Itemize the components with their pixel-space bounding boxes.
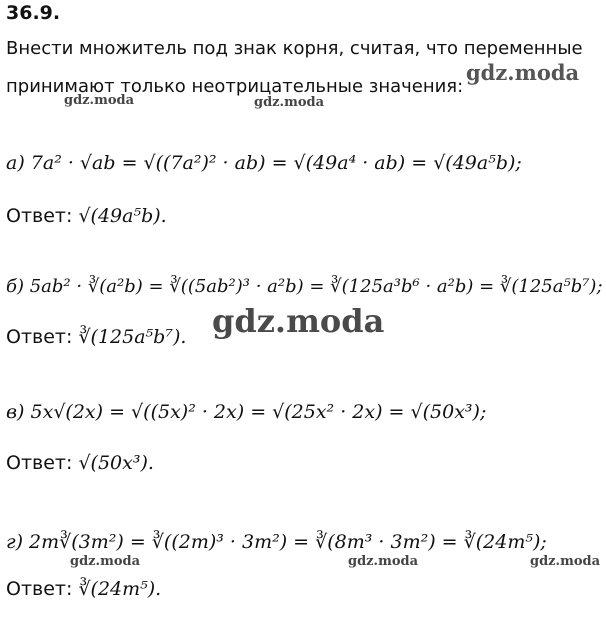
answer-value: ∛(24m⁵).: [78, 578, 162, 600]
watermark: gdz.moda: [212, 302, 385, 340]
solution-d-expression: г) 2m∛(3m²) = ∛((2m)³ · 3m²) = ∛(8m³ · 3m²) = ∛(24m⁵);: [6, 531, 547, 553]
answer-d: [6, 578, 161, 600]
answer-value: ∛(125a⁵b⁷).: [78, 326, 187, 348]
solution-c-expression: в) 5x√(2x) = √((5x)² · 2x) = √(25x² · 2x) = √(50x³);: [6, 401, 487, 423]
answer-label: Ответ:: [6, 326, 73, 348]
solution-b-expression: б) 5ab² · ∛(a²b) = ∛((5ab²)³ · a²b) = ∛(125a³b⁶ · a²b) = ∛(125a⁵b⁷);: [6, 276, 603, 297]
answer-label: Ответ:: [6, 452, 73, 474]
answer-a: [6, 205, 167, 227]
answer-value: √(49a⁵b).: [78, 205, 167, 227]
answer-c: [6, 452, 154, 474]
task-statement-line-1: Внести множитель под знак корня, считая, что переменные: [6, 38, 583, 59]
watermark: gdz.moda: [530, 554, 601, 569]
answer-label: Ответ:: [6, 205, 73, 227]
exercise-number: 36.9.: [6, 2, 61, 24]
answer-value: √(50x³).: [78, 452, 154, 474]
answer-b: [6, 326, 186, 348]
watermark: gdz.moda: [64, 93, 135, 108]
answer-label: Ответ:: [6, 578, 73, 600]
solution-a-expression: а) 7a² · √ab = √((7a²)² · ab) = √(49a⁴ · ab) = √(49a⁵b);: [6, 152, 522, 174]
watermark: gdz.moda: [254, 95, 325, 110]
watermark: gdz.moda: [70, 554, 141, 569]
watermark: gdz.moda: [466, 60, 580, 85]
watermark: gdz.moda: [348, 554, 419, 569]
task-statement-line-2: принимают только неотрицательные значения:: [6, 76, 464, 97]
